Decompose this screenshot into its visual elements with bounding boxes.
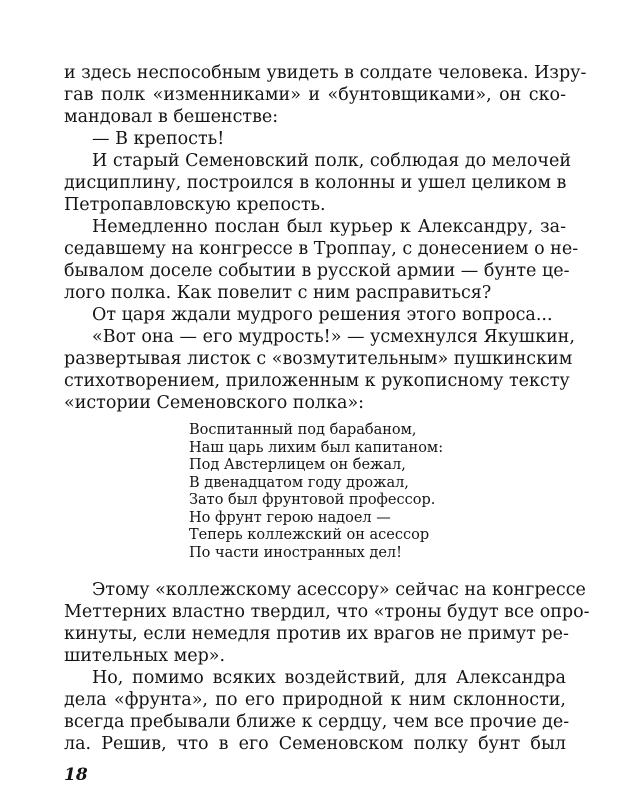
text-line: «Вот она — его мудрость!» — усмехнулся Якушкин, (92, 327, 575, 347)
text-line: лого полка. Как повелит с ним расправиться? (64, 283, 492, 303)
text-line: гав полк «изменниками» и «бунтовщиками», он ско- (64, 85, 566, 105)
text-line: кинуты, если немедля против их врагов не примут ре- (64, 624, 569, 644)
text-line: ла. Решив, что в его Семеновском полку бунт был (64, 734, 566, 754)
text-line: развертывая листок с «возмутительным» пушкинским (64, 349, 573, 369)
text-line: «истории Семеновского полка»: (64, 393, 365, 413)
text-line: От царя ждали мудрого решения этого вопроса... (92, 305, 553, 325)
verse-line: Зато был фрунтовой профессор. (189, 492, 436, 508)
text-line: Немедленно послан был курьер к Александру, за- (92, 217, 566, 237)
text-line: седавшему на конгрессе в Троппау, с донесением о не- (64, 239, 579, 259)
verse-line: По части иностранных дел! (189, 545, 402, 561)
text-line: стихотворением, приложенным к рукописному тексту (64, 371, 570, 391)
text-line: всегда пребывали ближе к сердцу, чем все прочие де- (64, 712, 570, 732)
verse-line: Но фрунт герою надоел — (189, 510, 391, 526)
text-line: шительных мер». (64, 646, 226, 666)
text-line: Но, помимо всяких воздействий, для Александра (92, 668, 566, 688)
page-number: 18 (64, 765, 88, 785)
text-line: дела «фрунта», по его природной к ним склонности, (64, 690, 566, 710)
text-line: дисциплину, построился в колонны и ушел целиком в (64, 173, 567, 193)
text-line: Меттерних властно твердил, что «троны будут все опро- (64, 602, 590, 622)
verse-line: Теперь коллежский он асессор (189, 527, 430, 543)
verse-line: В двенадцатом году дрожал, (189, 475, 409, 491)
text-line: Этому «коллежскому асессору» сейчас на конгрессе (92, 580, 586, 600)
verse-line: Воспитанный под барабаном, (189, 422, 417, 438)
verse-line: Под Австерлицем он бежал, (189, 457, 406, 473)
text-line: и здесь неспособным увидеть в солдате человека. Изру- (64, 63, 587, 83)
text-line: мандовал в бешенстве: (64, 107, 279, 127)
text-line: Петропавловскую крепость. (64, 195, 326, 215)
text-line: бывалом доселе событии в русской армии — бунте це- (64, 261, 570, 281)
text-line: — В крепость! (92, 129, 225, 149)
verse-line: Наш царь лихим был капитаном: (189, 440, 444, 456)
text-line: И старый Семеновский полк, соблюдая до мелочей (92, 151, 571, 171)
